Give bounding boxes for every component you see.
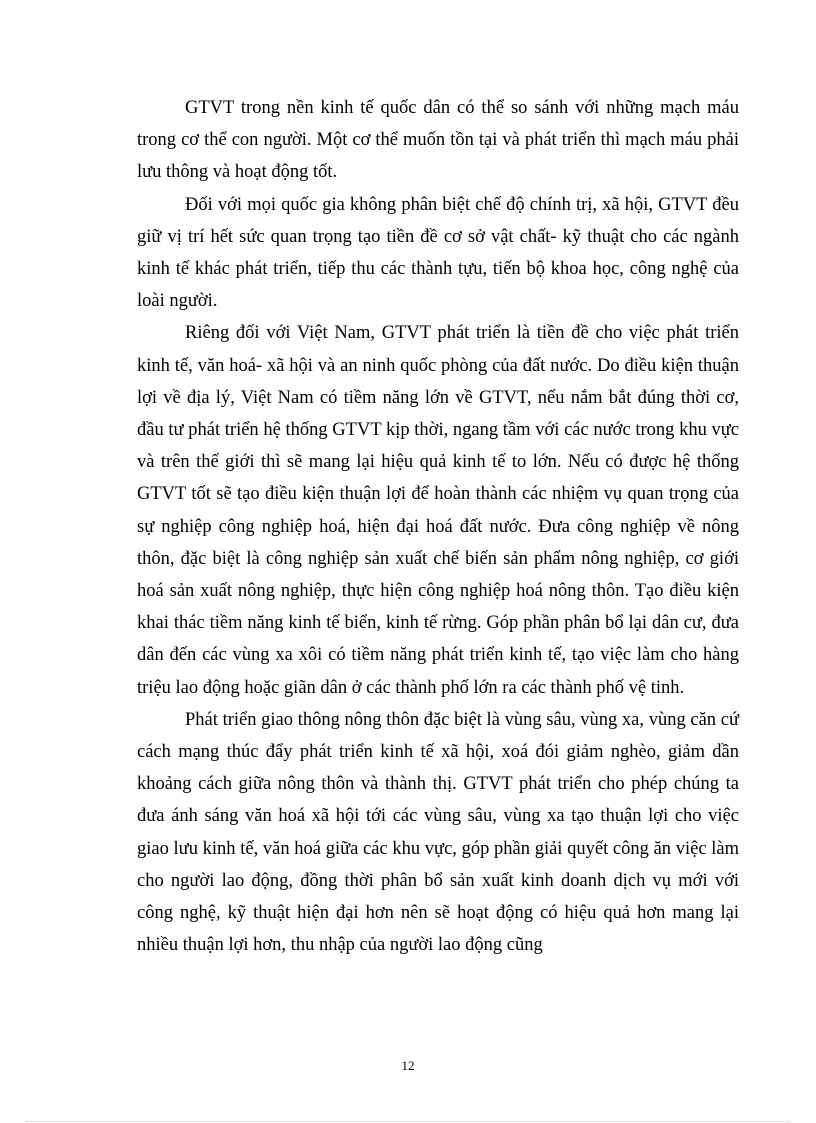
- body-text: [137, 92, 739, 961]
- paragraph-rieng-viet-nam: Riêng đối với Việt Nam, GTVT phát triển là tiền đề cho việc phát triển kinh tế, văn hoá- xã hội và an ninh quốc phòng của đất nước. Do điều kiện thuận lợi về địa lý, Việt Nam có tiềm năng lớn về GTVT, nếu nắm bắt đúng thời cơ, đầu tư phát triển hệ thống GTVT kịp thời, ngang tầm với các nước trong khu vực và trên thế giới thì sẽ mang lại hiệu quả kinh tế to lớn. Nếu có được hệ thống GTVT tốt sẽ tạo điều kiện thuận lợi để hoàn thành các nhiệm vụ quan trọng của sự nghiệp công nghiệp hoá, hiện đại hoá đất nước. Đưa công nghiệp về nông thôn, đặc biệt là công nghiệp sản xuất chế biến sản phẩm nông nghiệp, cơ giới hoá sản xuất nông nghiệp, thực hiện công nghiệp hoá nông thôn. Tạo điều kiện khai thác tiềm năng kinh tế biển, kinh tế rừng. Góp phần phân bổ lại dân cư, đưa dân đến các vùng xa xôi có tiềm năng phát triển kinh tế, tạo việc làm cho hàng triệu lao động hoặc giãn dân ở các thành phố lớn ra các thành phố vệ tinh.: [137, 323, 739, 698]
- page-number: 12: [401, 1058, 415, 1073]
- paragraph-giao-thong-nong-thon: Phát triển giao thông nông thôn đặc biệt là vùng sâu, vùng xa, vùng căn cứ cách mạng thúc đẩy phát triển kinh tế xã hội, xoá đói giảm nghèo, giảm dần khoảng cách giữa nông thôn và thành thị. GTVT phát triển cho phép chúng ta đưa ánh sáng văn hoá xã hội tới các vùng sâu, vùng xa tạo thuận lợi cho việc giao lưu kinh tế, văn hoá giữa các khu vực, góp phần giải quyết công ăn việc làm cho người lao động, đồng thời phân bổ sản xuất kinh doanh dịch vụ mới với công nghệ, kỹ thuật hiện đại hơn nên sẽ hoạt động có hiệu quả hơn mang lại nhiều thuận lợi hơn, thu nhập của người lao động cũng: [137, 709, 739, 956]
- page-bottom-divider: [26, 1121, 790, 1122]
- paragraph-gtvt-mach-mau: GTVT trong nền kinh tế quốc dân có thể so sánh với những mạch máu trong cơ thể con người. Một cơ thể muốn tồn tại và phát triển thì mạch máu phải lưu thông và hoạt động tốt.: [137, 98, 739, 183]
- paragraph-vi-tri-quan-trong: Đối với mọi quốc gia không phân biệt chế độ chính trị, xã hội, GTVT đều giữ vị trí hết sức quan trọng tạo tiền đề cơ sở vật chất- kỹ thuật cho các ngành kinh tế khác phát triển, tiếp thu các thành tựu, tiến bộ khoa học, công nghệ của loài người.: [137, 194, 739, 312]
